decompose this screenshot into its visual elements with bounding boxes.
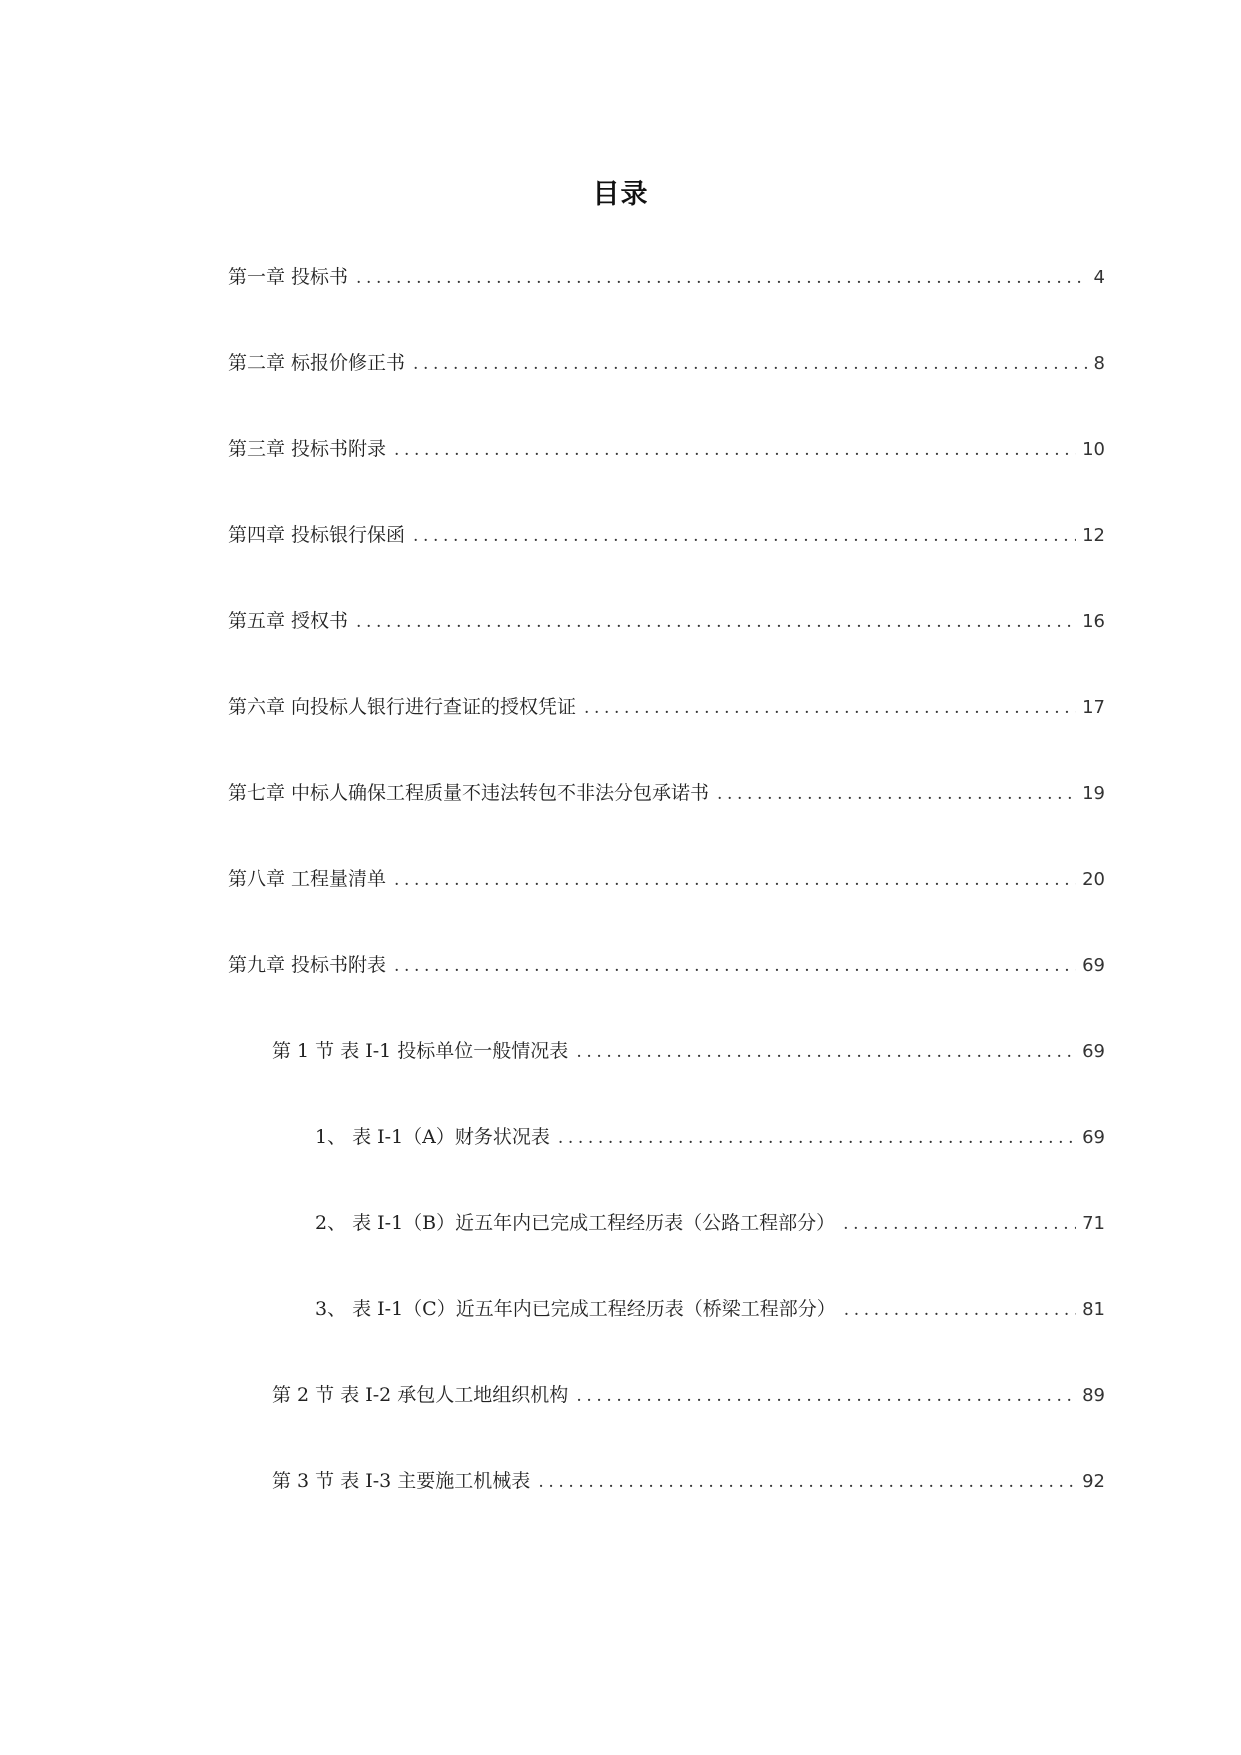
toc-page-number: 4	[1093, 267, 1105, 288]
toc-entry-chapter-9[interactable]	[228, 953, 1105, 978]
toc-entry-label: 第九章 投标书附表	[228, 954, 387, 976]
toc-entry-section-3[interactable]	[272, 1469, 1105, 1494]
dot-leader	[717, 782, 1076, 806]
dot-leader	[356, 610, 1076, 634]
toc-page-number: 69	[1082, 1041, 1105, 1062]
toc-entry-label: 3、 表 I-1（C）近五年内已完成工程经历表（桥梁工程部分）	[315, 1298, 836, 1320]
toc-page-number: 92	[1082, 1471, 1105, 1492]
dot-leader	[844, 1298, 1076, 1322]
toc-page-number: 8	[1093, 353, 1105, 374]
toc-entry-chapter-5[interactable]	[228, 609, 1105, 634]
toc-entry-label: 第五章 授权书	[228, 610, 349, 632]
toc-entry-label: 第六章 向投标人银行进行查证的授权凭证	[228, 696, 577, 718]
toc-entry-chapter-6[interactable]	[228, 695, 1105, 720]
dot-leader	[576, 1040, 1076, 1064]
toc-page-number: 19	[1082, 783, 1105, 804]
toc-entry-label: 第 3 节 表 I-3 主要施工机械表	[272, 1470, 531, 1492]
toc-entry-subsection-3[interactable]	[315, 1297, 1105, 1322]
dot-leader	[584, 696, 1076, 720]
toc-entry-label: 第 1 节 表 I-1 投标单位一般情况表	[272, 1040, 569, 1062]
dot-leader	[843, 1212, 1076, 1236]
dot-leader	[576, 1384, 1076, 1408]
dot-leader	[413, 352, 1088, 376]
dot-leader	[558, 1126, 1076, 1150]
toc-entry-label: 第七章 中标人确保工程质量不违法转包不非法分包承诺书	[228, 782, 710, 804]
toc-entry-label: 2、 表 I-1（B）近五年内已完成工程经历表（公路工程部分）	[315, 1212, 836, 1234]
toc-entry-section-2[interactable]	[272, 1383, 1105, 1408]
dot-leader	[356, 266, 1088, 290]
toc-entry-label: 第 2 节 表 I-2 承包人工地组织机构	[272, 1384, 569, 1406]
toc-entry-chapter-2[interactable]	[228, 351, 1105, 376]
toc-entry-label: 第二章 标报价修正书	[228, 352, 406, 374]
toc-entry-chapter-1[interactable]	[228, 265, 1105, 290]
toc-page-number: 12	[1082, 525, 1105, 546]
toc-entry-label: 第四章 投标银行保函	[228, 524, 406, 546]
dot-leader	[394, 438, 1076, 462]
dot-leader	[413, 524, 1076, 548]
toc-page-number: 16	[1082, 611, 1105, 632]
toc-entry-label: 1、 表 I-1（A）财务状况表	[315, 1126, 550, 1148]
toc-page-number: 89	[1082, 1385, 1105, 1406]
toc-page-number: 71	[1082, 1213, 1105, 1234]
toc-page-number: 17	[1082, 697, 1105, 718]
toc-page-number: 81	[1082, 1299, 1105, 1320]
toc-entry-chapter-3[interactable]	[228, 437, 1105, 462]
toc-title: 目录	[592, 179, 649, 210]
toc-entry-chapter-8[interactable]	[228, 867, 1105, 892]
dot-leader	[394, 954, 1076, 978]
toc-entry-chapter-7[interactable]	[228, 781, 1105, 806]
dot-leader	[538, 1470, 1076, 1494]
toc-page-number: 69	[1082, 1127, 1105, 1148]
toc-entry-label: 第八章 工程量清单	[228, 868, 387, 890]
toc-entry-label: 第一章 投标书	[228, 266, 349, 288]
toc-entry-label: 第三章 投标书附录	[228, 438, 387, 460]
toc-page-number: 20	[1082, 869, 1105, 890]
toc-page-number: 10	[1082, 439, 1105, 460]
toc-entry-section-1[interactable]	[272, 1039, 1105, 1064]
toc-entry-subsection-2[interactable]	[315, 1211, 1105, 1236]
dot-leader	[394, 868, 1076, 892]
toc-entry-chapter-4[interactable]	[228, 523, 1105, 548]
toc-entry-subsection-1[interactable]	[315, 1125, 1105, 1150]
toc-page-number: 69	[1082, 955, 1105, 976]
